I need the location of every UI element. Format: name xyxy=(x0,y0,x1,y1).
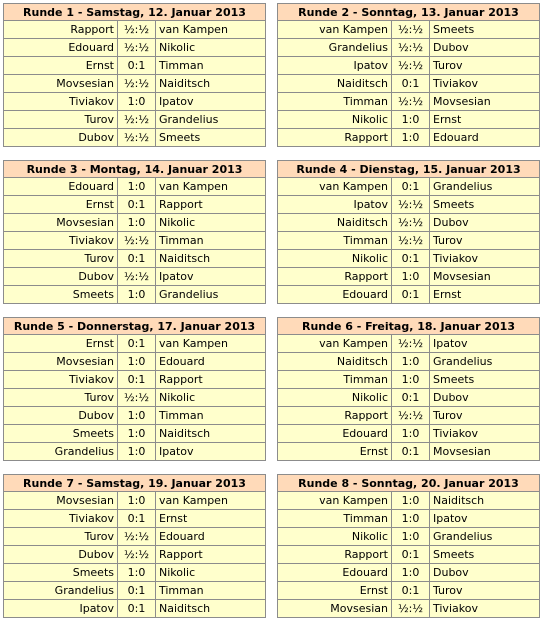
game-result: 1:0 xyxy=(118,353,156,371)
black-player: van Kampen xyxy=(156,492,266,510)
black-player: Ipatov xyxy=(156,443,266,461)
white-player: Dubov xyxy=(4,129,118,147)
round-table xyxy=(277,3,540,147)
white-player: Timman xyxy=(278,93,392,111)
round-table xyxy=(3,317,266,461)
game-result: 1:0 xyxy=(118,407,156,425)
black-player: Ipatov xyxy=(156,93,266,111)
game-row xyxy=(4,21,266,39)
game-result: 1:0 xyxy=(118,178,156,196)
game-row xyxy=(278,582,540,600)
white-player: Dubov xyxy=(4,268,118,286)
game-row xyxy=(278,492,540,510)
game-row xyxy=(278,93,540,111)
white-player: Timman xyxy=(278,371,392,389)
black-player: Turov xyxy=(430,57,540,75)
round-table xyxy=(3,160,266,304)
game-row xyxy=(4,353,266,371)
round-title: Runde 5 - Donnerstag, 17. Januar 2013 xyxy=(4,318,266,335)
game-result: 1:0 xyxy=(392,510,430,528)
game-row xyxy=(4,546,266,564)
game-result: 1:0 xyxy=(392,268,430,286)
game-row xyxy=(278,250,540,268)
game-result: 1:0 xyxy=(392,111,430,129)
black-player: Ernst xyxy=(430,286,540,304)
black-player: Naiditsch xyxy=(156,425,266,443)
black-player: Ipatov xyxy=(156,268,266,286)
white-player: Nikolic xyxy=(278,389,392,407)
black-player: Ernst xyxy=(156,510,266,528)
white-player: Nikolic xyxy=(278,250,392,268)
black-player: Rapport xyxy=(156,546,266,564)
game-row xyxy=(4,389,266,407)
game-row xyxy=(278,268,540,286)
game-row xyxy=(4,268,266,286)
game-result: 0:1 xyxy=(118,57,156,75)
black-player: Nikolic xyxy=(156,564,266,582)
white-player: Movsesian xyxy=(278,600,392,618)
game-result: ½:½ xyxy=(392,196,430,214)
round-title: Runde 6 - Freitag, 18. Januar 2013 xyxy=(278,318,540,335)
game-row xyxy=(4,286,266,304)
white-player: Ernst xyxy=(4,57,118,75)
white-player: Grandelius xyxy=(4,582,118,600)
black-player: Timman xyxy=(156,57,266,75)
round-table xyxy=(3,474,266,618)
white-player: Turov xyxy=(4,111,118,129)
round-title: Runde 8 - Sonntag, 20. Januar 2013 xyxy=(278,475,540,492)
round-title: Runde 7 - Samstag, 19. Januar 2013 xyxy=(4,475,266,492)
round-title: Runde 4 - Dienstag, 15. Januar 2013 xyxy=(278,161,540,178)
game-result: 1:0 xyxy=(118,425,156,443)
game-row xyxy=(4,443,266,461)
white-player: Naiditsch xyxy=(278,214,392,232)
round-title: Runde 1 - Samstag, 12. Januar 2013 xyxy=(4,4,266,21)
game-result: 1:0 xyxy=(392,492,430,510)
black-player: Nikolic xyxy=(156,39,266,57)
game-result: ½:½ xyxy=(118,268,156,286)
game-row xyxy=(278,129,540,147)
game-result: 1:0 xyxy=(392,528,430,546)
white-player: Movsesian xyxy=(4,492,118,510)
white-player: Turov xyxy=(4,528,118,546)
game-result: 1:0 xyxy=(118,443,156,461)
black-player: Tiviakov xyxy=(430,600,540,618)
white-player: Grandelius xyxy=(4,443,118,461)
game-result: 0:1 xyxy=(392,389,430,407)
white-player: Ernst xyxy=(4,196,118,214)
game-result: 0:1 xyxy=(118,196,156,214)
game-row xyxy=(278,232,540,250)
game-row xyxy=(4,564,266,582)
white-player: Rapport xyxy=(278,129,392,147)
black-player: Timman xyxy=(156,407,266,425)
black-player: Ipatov xyxy=(430,510,540,528)
black-player: Ernst xyxy=(430,111,540,129)
game-row xyxy=(4,582,266,600)
white-player: Edouard xyxy=(278,286,392,304)
game-result: 0:1 xyxy=(118,600,156,618)
white-player: Ipatov xyxy=(278,57,392,75)
white-player: Tiviakov xyxy=(4,371,118,389)
white-player: Grandelius xyxy=(278,39,392,57)
game-result: 1:0 xyxy=(118,564,156,582)
white-player: van Kampen xyxy=(278,178,392,196)
black-player: Dubov xyxy=(430,564,540,582)
white-player: Edouard xyxy=(4,39,118,57)
white-player: Tiviakov xyxy=(4,510,118,528)
game-result: 0:1 xyxy=(392,582,430,600)
game-row xyxy=(278,21,540,39)
white-player: van Kampen xyxy=(278,492,392,510)
black-player: Turov xyxy=(430,582,540,600)
game-row xyxy=(278,39,540,57)
black-player: Turov xyxy=(430,232,540,250)
game-result: 1:0 xyxy=(118,286,156,304)
black-player: Tiviakov xyxy=(430,75,540,93)
round-title: Runde 3 - Montag, 14. Januar 2013 xyxy=(4,161,266,178)
game-result: 0:1 xyxy=(392,250,430,268)
white-player: Turov xyxy=(4,389,118,407)
black-player: Smeets xyxy=(156,129,266,147)
white-player: Rapport xyxy=(278,407,392,425)
game-row xyxy=(4,492,266,510)
black-player: Smeets xyxy=(430,371,540,389)
game-result: ½:½ xyxy=(392,57,430,75)
game-result: ½:½ xyxy=(118,129,156,147)
game-row xyxy=(278,510,540,528)
black-player: Smeets xyxy=(430,196,540,214)
game-result: 1:0 xyxy=(118,214,156,232)
black-player: Ipatov xyxy=(430,335,540,353)
white-player: Ipatov xyxy=(4,600,118,618)
game-result: 0:1 xyxy=(392,286,430,304)
game-result: ½:½ xyxy=(118,39,156,57)
black-player: Edouard xyxy=(156,353,266,371)
black-player: Movsesian xyxy=(430,268,540,286)
game-row xyxy=(4,196,266,214)
game-result: ½:½ xyxy=(392,407,430,425)
game-row xyxy=(4,178,266,196)
black-player: van Kampen xyxy=(156,178,266,196)
game-row xyxy=(4,371,266,389)
white-player: Rapport xyxy=(278,546,392,564)
game-result: ½:½ xyxy=(392,21,430,39)
black-player: Nikolic xyxy=(156,389,266,407)
white-player: Smeets xyxy=(4,286,118,304)
game-row xyxy=(278,178,540,196)
game-result: 0:1 xyxy=(392,546,430,564)
game-row xyxy=(4,425,266,443)
game-row xyxy=(278,286,540,304)
game-result: ½:½ xyxy=(392,232,430,250)
white-player: Timman xyxy=(278,232,392,250)
black-player: Grandelius xyxy=(430,178,540,196)
black-player: Naiditsch xyxy=(156,250,266,268)
black-player: Movsesian xyxy=(430,443,540,461)
game-row xyxy=(4,407,266,425)
white-player: Naiditsch xyxy=(278,75,392,93)
game-result: 1:0 xyxy=(392,564,430,582)
black-player: Grandelius xyxy=(156,111,266,129)
game-result: ½:½ xyxy=(392,214,430,232)
game-row xyxy=(278,425,540,443)
game-result: ½:½ xyxy=(392,39,430,57)
round-table xyxy=(277,160,540,304)
game-row xyxy=(278,196,540,214)
white-player: Movsesian xyxy=(4,75,118,93)
round-table xyxy=(3,3,266,147)
game-result: ½:½ xyxy=(118,111,156,129)
game-row xyxy=(4,528,266,546)
game-result: ½:½ xyxy=(118,232,156,250)
game-row xyxy=(4,600,266,618)
game-row xyxy=(278,407,540,425)
game-row xyxy=(4,335,266,353)
game-result: 0:1 xyxy=(392,443,430,461)
game-row xyxy=(278,353,540,371)
game-result: ½:½ xyxy=(118,75,156,93)
white-player: Smeets xyxy=(4,564,118,582)
white-player: Dubov xyxy=(4,546,118,564)
game-row xyxy=(278,528,540,546)
round-table xyxy=(277,474,540,618)
game-result: 0:1 xyxy=(392,178,430,196)
white-player: Ernst xyxy=(278,582,392,600)
white-player: Ernst xyxy=(4,335,118,353)
game-result: 1:0 xyxy=(392,425,430,443)
white-player: Timman xyxy=(278,510,392,528)
game-result: 1:0 xyxy=(118,93,156,111)
black-player: Edouard xyxy=(156,528,266,546)
game-row xyxy=(4,111,266,129)
black-player: Nikolic xyxy=(156,214,266,232)
game-result: 0:1 xyxy=(392,75,430,93)
game-row xyxy=(278,443,540,461)
white-player: Edouard xyxy=(278,564,392,582)
black-player: Rapport xyxy=(156,196,266,214)
white-player: Naiditsch xyxy=(278,353,392,371)
black-player: Turov xyxy=(430,407,540,425)
white-player: Rapport xyxy=(278,268,392,286)
game-row xyxy=(278,546,540,564)
white-player: Rapport xyxy=(4,21,118,39)
game-row xyxy=(278,111,540,129)
white-player: Ipatov xyxy=(278,196,392,214)
white-player: Edouard xyxy=(278,425,392,443)
game-result: ½:½ xyxy=(118,389,156,407)
game-row xyxy=(4,232,266,250)
game-row xyxy=(4,93,266,111)
white-player: Movsesian xyxy=(4,353,118,371)
game-result: ½:½ xyxy=(118,546,156,564)
black-player: Grandelius xyxy=(430,353,540,371)
white-player: Movsesian xyxy=(4,214,118,232)
black-player: Naiditsch xyxy=(156,75,266,93)
white-player: Ernst xyxy=(278,443,392,461)
game-result: ½:½ xyxy=(392,600,430,618)
game-result: ½:½ xyxy=(118,21,156,39)
game-result: 0:1 xyxy=(118,335,156,353)
black-player: Smeets xyxy=(430,21,540,39)
game-result: ½:½ xyxy=(392,335,430,353)
game-row xyxy=(278,371,540,389)
game-result: 0:1 xyxy=(118,371,156,389)
black-player: Naiditsch xyxy=(430,492,540,510)
game-row xyxy=(278,564,540,582)
black-player: Grandelius xyxy=(430,528,540,546)
black-player: Rapport xyxy=(156,371,266,389)
black-player: Movsesian xyxy=(430,93,540,111)
black-player: Timman xyxy=(156,582,266,600)
game-row xyxy=(278,600,540,618)
game-result: ½:½ xyxy=(392,93,430,111)
black-player: Naiditsch xyxy=(156,600,266,618)
game-row xyxy=(278,75,540,93)
game-result: 0:1 xyxy=(118,250,156,268)
white-player: Tiviakov xyxy=(4,232,118,250)
white-player: Nikolic xyxy=(278,528,392,546)
game-row xyxy=(4,75,266,93)
game-result: 1:0 xyxy=(118,492,156,510)
game-result: ½:½ xyxy=(118,528,156,546)
white-player: Smeets xyxy=(4,425,118,443)
game-result: 0:1 xyxy=(118,582,156,600)
black-player: Dubov xyxy=(430,39,540,57)
game-row xyxy=(4,214,266,232)
game-row xyxy=(278,389,540,407)
white-player: Tiviakov xyxy=(4,93,118,111)
black-player: Smeets xyxy=(430,546,540,564)
game-result: 1:0 xyxy=(392,371,430,389)
game-row xyxy=(278,57,540,75)
game-row xyxy=(4,250,266,268)
black-player: Dubov xyxy=(430,214,540,232)
game-result: 0:1 xyxy=(118,510,156,528)
black-player: Dubov xyxy=(430,389,540,407)
white-player: van Kampen xyxy=(278,335,392,353)
black-player: Tiviakov xyxy=(430,425,540,443)
white-player: Dubov xyxy=(4,407,118,425)
game-row xyxy=(4,39,266,57)
black-player: van Kampen xyxy=(156,21,266,39)
black-player: van Kampen xyxy=(156,335,266,353)
round-table xyxy=(277,317,540,461)
black-player: Grandelius xyxy=(156,286,266,304)
white-player: Nikolic xyxy=(278,111,392,129)
white-player: Edouard xyxy=(4,178,118,196)
game-row xyxy=(4,510,266,528)
game-row xyxy=(278,335,540,353)
white-player: Turov xyxy=(4,250,118,268)
game-row xyxy=(278,214,540,232)
game-result: 1:0 xyxy=(392,129,430,147)
game-result: 1:0 xyxy=(392,353,430,371)
black-player: Tiviakov xyxy=(430,250,540,268)
black-player: Edouard xyxy=(430,129,540,147)
black-player: Timman xyxy=(156,232,266,250)
game-row xyxy=(4,129,266,147)
game-row xyxy=(4,57,266,75)
white-player: van Kampen xyxy=(278,21,392,39)
round-title: Runde 2 - Sonntag, 13. Januar 2013 xyxy=(278,4,540,21)
